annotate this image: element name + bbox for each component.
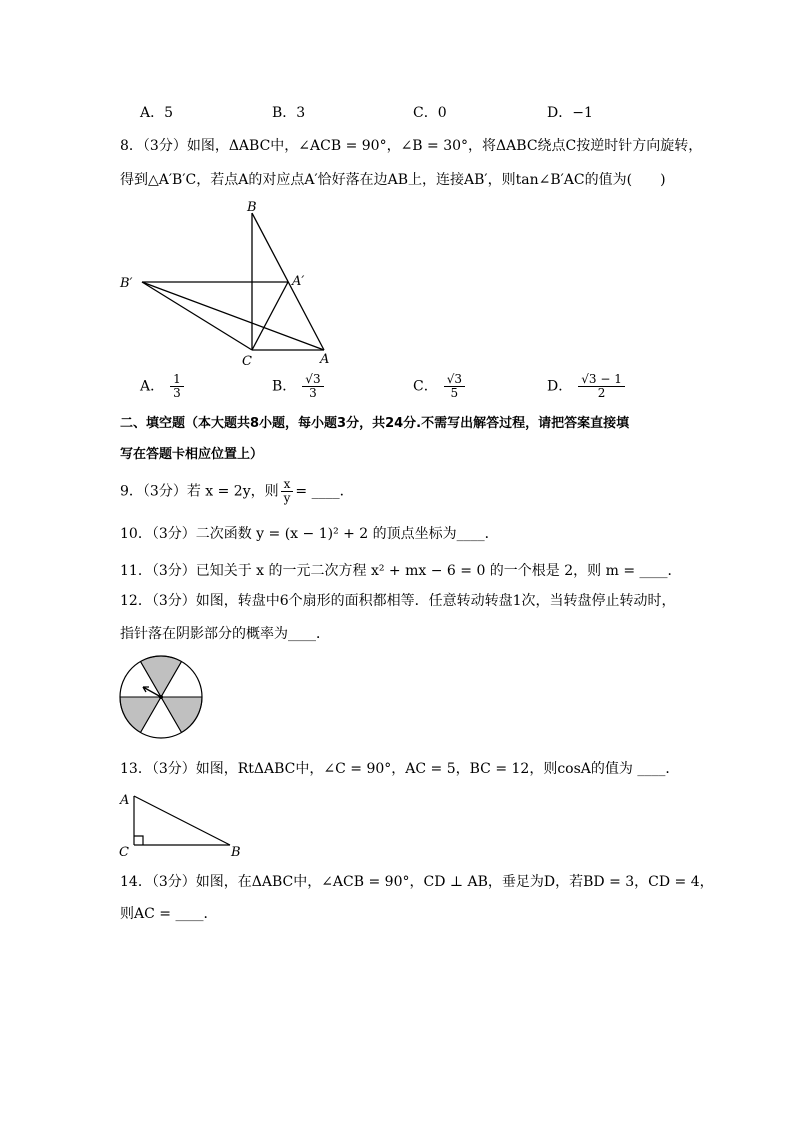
- q8-option-b: B． $\frac{√3}{3}$: [272, 373, 324, 400]
- spinner-sector-shaded-lower-left: [120, 697, 161, 733]
- label-B-prime: B′: [120, 276, 133, 291]
- edge-BpA: [142, 282, 324, 350]
- label-B: B: [231, 845, 241, 860]
- section2-heading-line1: 二、填空题（本大题共8小题，每小题3分，共24分.不需写出解答过程，请把答案直接填: [120, 416, 630, 431]
- q12-text-line2: 指针落在阴影部分的概率为____．: [120, 626, 330, 642]
- q8-option-c: C． $\frac{√3}{5}$: [413, 373, 465, 400]
- q11-text: 11．（3分）已知关于 x 的一元二次方程 x² + mx − 6 = 0 的一个根是 2，则 m = ____．: [120, 563, 682, 579]
- spinner-sector-shaded-top: [141, 656, 182, 697]
- q8-option-a: A． $\frac{1}{3}$: [140, 373, 184, 400]
- q8-rotation-figure: [110, 195, 350, 370]
- q14-text-line1: 14．（3分）如图，在ΔABC中，∠ACB = 90°，CD ⊥ AB，垂足为D，若BD = 3，CD = 4，: [120, 874, 714, 890]
- q8-text-line1: 8．（3分）如图，ΔABC中，∠ACB = 90°，∠B = 30°，将ΔABC绕点C按逆时针方向旋转，: [120, 138, 703, 154]
- q14-text-line2: 则AC = ____．: [120, 906, 218, 922]
- label-C: C: [119, 845, 129, 860]
- q13-text: 13．（3分）如图，RtΔABC中，∠C = 90°，AC = 5，BC = 12，则cosA的值为 ____．: [120, 761, 680, 777]
- q7-option-c: C．0: [413, 105, 447, 121]
- edge-BpC: [142, 282, 252, 350]
- q10-text: 10．（3分）二次函数 y = (x − 1)² + 2 的顶点坐标为____．: [120, 526, 499, 542]
- q7-option-a: A．5: [140, 105, 174, 121]
- label-A-prime: A′: [292, 274, 305, 289]
- section2-heading-line2: 写在答题卡相应位置上）: [120, 447, 264, 462]
- q12-text-line1: 12．（3分）如图，转盘中6个扇形的面积都相等．任意转动转盘1次，当转盘停止转动时，: [120, 593, 676, 609]
- q8-text-line2: 得到△A′B′C，若点A的对应点A′恰好落在边AB上，连接AB′，则tan∠B′AC的值为( ): [120, 172, 666, 188]
- label-B: B: [247, 200, 257, 215]
- label-A: A: [320, 352, 330, 367]
- q13-right-triangle-figure: [114, 788, 254, 860]
- edge-ApC: [252, 282, 288, 350]
- right-angle-mark: [134, 836, 143, 845]
- q7-option-b: B．3: [272, 105, 306, 121]
- label-A: A: [120, 793, 130, 808]
- edge-AB: [134, 796, 230, 845]
- q7-option-d: D．−1: [547, 105, 593, 121]
- spinner-sector-shaded-lower-right: [161, 697, 202, 733]
- q8-option-d: D． $\frac{√3 - 1}{2}$: [547, 373, 625, 400]
- q12-spinner-figure: [116, 653, 208, 743]
- label-C: C: [242, 354, 252, 369]
- q9-text: 9．（3分）若 x = 2y，则 $\frac{x}{y}$ = ____．: [120, 477, 354, 505]
